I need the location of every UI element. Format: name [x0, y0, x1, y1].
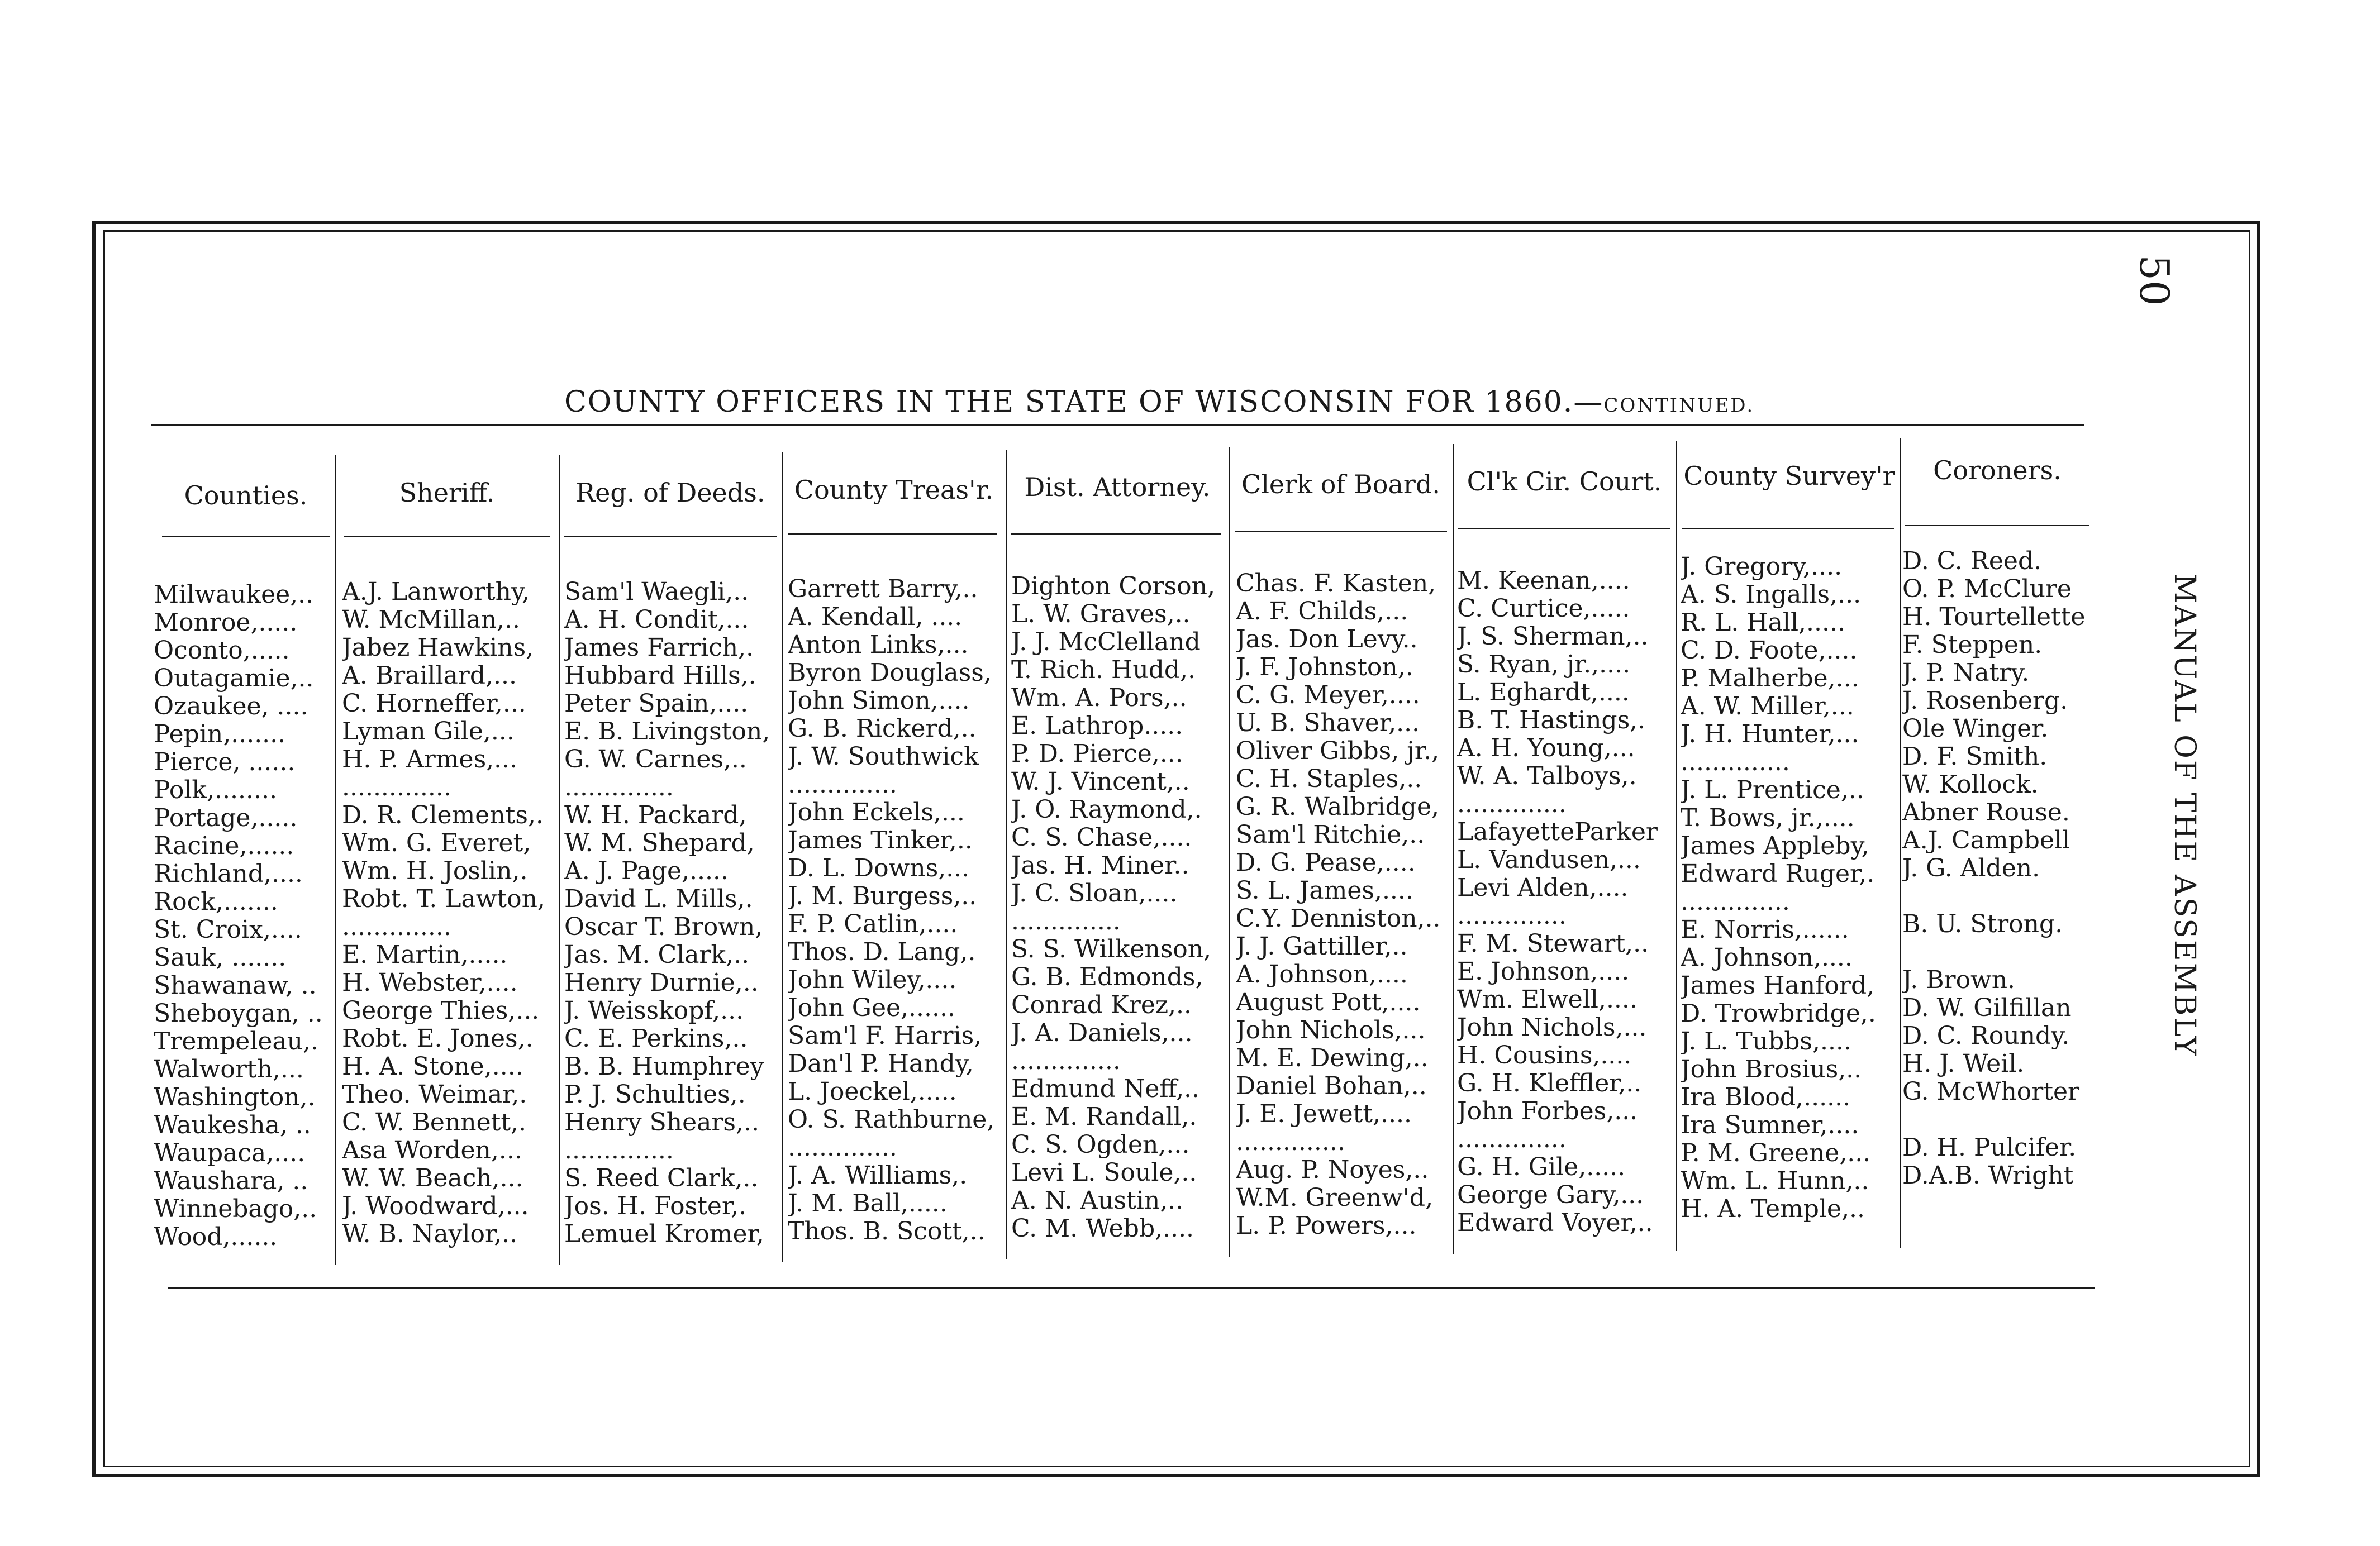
table-cell: Sheboygan, ..: [154, 1000, 323, 1028]
table-cell: J. F. Johnston,.: [1236, 653, 1413, 681]
column-divider: [559, 455, 560, 1265]
table-cell: ..............: [342, 774, 451, 801]
top-rule: [151, 424, 2084, 426]
table-cell: Waushara, ..: [154, 1167, 308, 1195]
table-cell: Byron Douglass,: [788, 659, 992, 687]
table-cell: [1902, 882, 2085, 910]
table-cell: Dighton Corson,: [1011, 572, 1215, 600]
table-cell: Waupaca,....: [154, 1139, 306, 1167]
header-underline: [788, 533, 997, 535]
header-underline: [344, 536, 550, 537]
table-cell: Walworth,...: [154, 1056, 304, 1084]
table-cell: M. E. Dewing,..: [1236, 1044, 1429, 1072]
table-cell: John Forbes,...: [1457, 1098, 1638, 1125]
table-cell: C.Y. Denniston,..: [1236, 905, 1441, 933]
column-county-surveyor: [1681, 553, 1876, 1223]
table-cell: Edmund Neff,..: [1011, 1075, 1200, 1103]
table-cell: James Tinker,..: [788, 827, 973, 855]
table-cell: A. H. Young,...: [1457, 734, 1635, 762]
table-cell: C. Horneffer,...: [342, 690, 526, 718]
table-cell: Edward Voyer,..: [1457, 1209, 1653, 1237]
table-cell: Sam'l Waegli,..: [564, 578, 749, 606]
table-cell: A. Johnson,....: [1681, 944, 1853, 972]
table-cell: J. J. McClelland: [1011, 628, 1201, 656]
table-cell: Lemuel Kromer,: [564, 1220, 764, 1248]
table-cell: Thos. B. Scott,..: [788, 1218, 986, 1246]
table-cell: D. W. Gilfillan: [1902, 994, 2072, 1022]
table-cell: [1902, 1190, 2085, 1218]
table-cell: J. A. Daniels,...: [1011, 1019, 1193, 1047]
table-cell: Portage,.....: [154, 804, 298, 832]
table-cell: H. A. Stone,....: [342, 1053, 523, 1081]
column-divider: [1006, 450, 1007, 1259]
table-cell: P. Malherbe,...: [1681, 665, 1859, 693]
header-counties: Counties.: [184, 480, 308, 510]
table-cell: D. F. Smith.: [1902, 743, 2048, 771]
table-cell: James Farrich,.: [564, 634, 754, 662]
table-cell: G. B. Rickerd,..: [788, 715, 977, 743]
table-cell: Jas. M. Clark,..: [564, 941, 750, 969]
table-cell: LafayetteParker: [1457, 818, 1658, 846]
table-cell: C. G. Meyer,....: [1236, 681, 1420, 709]
table-cell: C. H. Staples,..: [1236, 765, 1422, 793]
table-cell: Wm. Elwell,....: [1457, 986, 1638, 1014]
table-cell: L. P. Powers,...: [1236, 1212, 1417, 1240]
table-cell: C. W. Bennett,.: [342, 1109, 526, 1137]
table-cell: ..............: [788, 771, 897, 799]
table-cell: John Nichols,...: [1236, 1017, 1426, 1044]
table-cell: C. S. Ogden,...: [1011, 1131, 1190, 1159]
table-cell: G. H. Gile,.....: [1457, 1153, 1626, 1181]
table-cell: A. W. Miller,...: [1681, 693, 1854, 720]
table-cell: George Gary,...: [1457, 1181, 1644, 1209]
table-title-main: COUNTY OFFICERS IN THE STATE OF WISCONSIN FOR 1860.—: [564, 385, 1604, 419]
table-cell: Levi Alden,....: [1457, 874, 1629, 902]
running-head-text: MANUAL OF THE ASSEMBLY: [2168, 574, 2201, 1057]
table-cell: J. H. Hunter,...: [1681, 720, 1859, 748]
table-cell: Garrett Barry,..: [788, 575, 978, 603]
table-cell: J. Woodward,...: [342, 1192, 529, 1220]
table-cell: T. Bows, jr.,....: [1681, 804, 1855, 832]
table-cell: W. J. Vincent,..: [1011, 768, 1190, 796]
header-dist-attorney: Dist. Attorney.: [1024, 472, 1211, 502]
table-cell: J. Weisskopf,...: [564, 997, 744, 1025]
column-coroners: [1902, 547, 2085, 1218]
table-cell: Abner Rouse.: [1902, 799, 2070, 827]
table-cell: O. P. McClure: [1902, 575, 2072, 603]
table-cell: R. L. Hall,.....: [1681, 609, 1845, 637]
table-cell: John Eckels,...: [788, 799, 965, 827]
table-cell: Waukesha, ..: [154, 1111, 311, 1139]
table-cell: W. A. Talboys,.: [1457, 762, 1637, 790]
table-cell: D.A.B. Wright: [1902, 1162, 2074, 1190]
table-cell: James Appleby,: [1681, 832, 1869, 860]
table-cell: J. L. Tubbs,....: [1681, 1028, 1851, 1056]
table-cell: Outagamie,..: [154, 665, 314, 693]
table-cell: D. C. Reed.: [1902, 547, 2042, 575]
header-sheriff: Sheriff.: [399, 478, 495, 508]
table-cell: Oscar T. Brown,: [564, 913, 763, 941]
table-cell: W. W. Beach,...: [342, 1165, 523, 1192]
table-cell: W. Kollock.: [1902, 771, 2039, 799]
table-cell: Conrad Krez,..: [1011, 991, 1192, 1019]
table-cell: Robt. E. Jones,.: [342, 1025, 534, 1053]
running-head: [2157, 574, 2212, 1057]
table-cell: C. M. Webb,....: [1011, 1215, 1194, 1243]
table-cell: St. Croix,....: [154, 916, 302, 944]
table-cell: Edward Ruger,.: [1681, 860, 1875, 888]
table-cell: [564, 550, 770, 578]
table-cell: Henry Shears,..: [564, 1109, 759, 1137]
table-cell: Jas. H. Miner..: [1011, 852, 1189, 880]
table-cell: P. J. Schulties,.: [564, 1081, 746, 1109]
table-cell: Robt. T. Lawton,: [342, 885, 545, 913]
table-cell: A.J. Campbell: [1902, 827, 2070, 855]
table-cell: B. U. Strong.: [1902, 910, 2063, 938]
table-cell: Anton Links,...: [788, 631, 969, 659]
table-cell: H. P. Armes,...: [342, 746, 518, 774]
table-cell: Pierce, ......: [154, 748, 296, 776]
table-cell: Jas. Don Levy..: [1236, 626, 1418, 653]
table-cell: Sam'l Ritchie,..: [1236, 821, 1425, 849]
table-cell: D. L. Downs,...: [788, 855, 970, 882]
table-cell: ..............: [1457, 902, 1567, 930]
table-cell: H. A. Temple,..: [1681, 1195, 1865, 1223]
table-cell: [154, 553, 323, 581]
header-county-treasurer: County Treas'r.: [794, 475, 994, 505]
table-cell: August Pott,....: [1236, 989, 1421, 1017]
table-cell: Pepin,.......: [154, 720, 286, 748]
table-cell: James Hanford,: [1681, 972, 1875, 1000]
table-cell: G. McWhorter: [1902, 1078, 2080, 1106]
table-cell: ..............: [564, 774, 674, 801]
table-cell: S. Reed Clark,..: [564, 1165, 759, 1192]
column-sheriff: [342, 550, 545, 1248]
table-cell: Wm. G. Everet,: [342, 829, 531, 857]
table-cell: C. S. Chase,....: [1011, 824, 1192, 852]
table-cell: G. B. Edmonds,: [1011, 963, 1203, 991]
table-cell: Dan'l P. Handy,: [788, 1050, 974, 1078]
table-cell: L. Eghardt,....: [1457, 679, 1630, 707]
table-cell: J. S. Sherman,..: [1457, 623, 1649, 651]
table-cell: S. S. Wilkenson,: [1011, 936, 1212, 963]
table-cell: D. C. Roundy.: [1902, 1022, 2070, 1050]
table-cell: E. M. Randall,.: [1011, 1103, 1197, 1131]
header-underline: [162, 536, 330, 537]
table-cell: L. W. Graves,..: [1011, 600, 1191, 628]
table-cell: F. M. Stewart,..: [1457, 930, 1649, 958]
table-cell: Shawanaw, ..: [154, 972, 317, 1000]
table-cell: G. H. Kleffler,..: [1457, 1070, 1642, 1098]
column-clerk-cir-court: [1457, 539, 1658, 1237]
table-cell: A. F. Childs,...: [1236, 598, 1408, 626]
table-cell: P. M. Greene,...: [1681, 1139, 1871, 1167]
table-cell: J. M. Ball,.....: [788, 1190, 948, 1218]
table-cell: W.M. Greenw'd,: [1236, 1184, 1434, 1212]
table-cell: P. D. Pierce,...: [1011, 740, 1183, 768]
table-cell: George Thies,...: [342, 997, 540, 1025]
table-cell: H. Tourtellette: [1902, 603, 2086, 631]
header-underline: [564, 536, 777, 537]
table-cell: Richland,....: [154, 860, 303, 888]
table-cell: C. D. Foote,....: [1681, 637, 1858, 665]
header-underline: [1682, 528, 1894, 529]
column-dist-attorney: [1011, 545, 1215, 1243]
table-cell: L. Joeckel,.....: [788, 1078, 957, 1106]
table-cell: ..............: [1681, 888, 1790, 916]
table-cell: ..............: [1681, 748, 1790, 776]
column-divider: [1676, 441, 1677, 1251]
table-cell: ..............: [564, 1137, 674, 1165]
table-cell: J. Brown.: [1902, 966, 2016, 994]
table-cell: [788, 547, 994, 575]
table-cell: [1011, 545, 1215, 572]
table-cell: Wm. H. Joslin,.: [342, 857, 528, 885]
table-cell: Oconto,.....: [154, 637, 290, 665]
table-cell: J. L. Prentice,..: [1681, 776, 1864, 804]
table-cell: Oliver Gibbs, jr.,: [1236, 737, 1440, 765]
header-county-surveyor: County Survey'r: [1683, 461, 1895, 491]
table-cell: A. S. Ingalls,...: [1681, 581, 1862, 609]
table-cell: J. Gregory,....: [1681, 553, 1843, 581]
table-cell: [1457, 539, 1658, 567]
table-cell: A. Braillard,...: [342, 662, 517, 690]
table-cell: Polk,........: [154, 776, 277, 804]
table-cell: U. B. Shaver,...: [1236, 709, 1420, 737]
table-cell: Monroe,.....: [154, 609, 298, 637]
table-cell: Hubbard Hills,.: [564, 662, 756, 690]
table-cell: Wm. L. Hunn,..: [1681, 1167, 1869, 1195]
table-cell: Ozaukee, ....: [154, 693, 308, 720]
table-cell: T. Rich. Hudd,.: [1011, 656, 1196, 684]
column-reg-of-deeds: [564, 550, 770, 1248]
table-cell: Henry Durnie,..: [564, 969, 759, 997]
table-cell: S. Ryan, jr.,....: [1457, 651, 1631, 679]
table-cell: Ira Sumner,....: [1681, 1111, 1859, 1139]
table-cell: J. O. Raymond,.: [1011, 796, 1202, 824]
table-cell: J. E. Jewett,....: [1236, 1100, 1412, 1128]
column-divider: [782, 452, 783, 1262]
table-cell: John Simon,....: [788, 687, 970, 715]
table-cell: Sauk, .......: [154, 944, 287, 972]
table-cell: G. W. Carnes,..: [564, 746, 747, 774]
header-reg-of-deeds: Reg. of Deeds.: [575, 478, 765, 508]
table-cell: H. Cousins,....: [1457, 1042, 1632, 1070]
header-underline: [1458, 528, 1670, 529]
table-cell: Sam'l F. Harris,: [788, 1022, 982, 1050]
table-cell: ..............: [1457, 790, 1567, 818]
bottom-rule: [168, 1287, 2095, 1289]
table-cell: H. J. Weil.: [1902, 1050, 2025, 1078]
table-cell: Racine,......: [154, 832, 294, 860]
table-cell: [1902, 938, 2085, 966]
header-underline: [1011, 533, 1221, 535]
header-underline: [1235, 531, 1447, 532]
table-cell: E. Martin,.....: [342, 941, 508, 969]
table-cell: Trempeleau,.: [154, 1028, 319, 1056]
table-cell: Ole Winger.: [1902, 715, 2049, 743]
table-cell: Aug. P. Noyes,..: [1236, 1156, 1429, 1184]
table-cell: David L. Mills,.: [564, 885, 753, 913]
table-cell: E. B. Livingston,: [564, 718, 770, 746]
table-cell: J. M. Burgess,..: [788, 882, 977, 910]
table-cell: J. Rosenberg.: [1902, 687, 2068, 715]
table-cell: B. T. Hastings,.: [1457, 707, 1646, 734]
table-cell: F. P. Catlin,....: [788, 910, 958, 938]
table-cell: Winnebago,..: [154, 1195, 317, 1223]
table-cell: J. G. Alden.: [1902, 855, 2040, 882]
table-cell: J. W. Southwick: [788, 743, 979, 771]
table-cell: L. Vandusen,...: [1457, 846, 1641, 874]
table-cell: F. Steppen.: [1902, 631, 2043, 659]
table-cell: Theo. Weimar,.: [342, 1081, 527, 1109]
table-cell: W. M. Shepard,: [564, 829, 755, 857]
table-cell: J. C. Sloan,....: [1011, 880, 1178, 908]
table-cell: Wood,......: [154, 1223, 278, 1251]
table-cell: W. H. Packard,: [564, 801, 747, 829]
table-cell: Ira Blood,......: [1681, 1084, 1851, 1111]
column-divider: [1453, 444, 1454, 1254]
table-cell: C. Curtice,.....: [1457, 595, 1630, 623]
table-cell: [342, 550, 545, 578]
table-cell: John Gee,......: [788, 994, 955, 1022]
table-cell: J. J. Gattiller,..: [1236, 933, 1408, 961]
table-cell: H. Webster,....: [342, 969, 518, 997]
table-cell: Asa Worden,...: [342, 1137, 522, 1165]
table-cell: Jos. H. Foster,.: [564, 1192, 747, 1220]
table-cell: ..............: [1011, 1047, 1121, 1075]
table-cell: Jabez Hawkins,: [342, 634, 534, 662]
table-title-continued: CONTINUED.: [1603, 394, 1755, 417]
table-cell: ..............: [342, 913, 451, 941]
table-cell: ..............: [1236, 1128, 1345, 1156]
table-cell: M. Keenan,....: [1457, 567, 1630, 595]
table-cell: D. G. Pease,....: [1236, 849, 1416, 877]
table-cell: Milwaukee,..: [154, 581, 314, 609]
table-title: [564, 385, 1754, 419]
table-cell: John Brosius,..: [1681, 1056, 1862, 1084]
table-cell: W. B. Naylor,..: [342, 1220, 518, 1248]
table-cell: John Wiley,....: [788, 966, 957, 994]
table-cell: Rock,.......: [154, 888, 278, 916]
table-cell: [1236, 542, 1441, 570]
column-counties: [154, 553, 323, 1251]
table-cell: D. Trowbridge,.: [1681, 1000, 1876, 1028]
table-cell: Chas. F. Kasten,: [1236, 570, 1436, 598]
table-cell: A.J. Lanworthy,: [342, 578, 530, 606]
table-cell: C. E. Perkins,..: [564, 1025, 748, 1053]
table-cell: [1902, 1106, 2085, 1134]
header-underline: [1905, 525, 2089, 526]
table-cell: A. Johnson,....: [1236, 961, 1408, 989]
table-cell: A. J. Page,.....: [564, 857, 729, 885]
table-cell: A. Kendall, ....: [788, 603, 963, 631]
page-number-text: 50: [2130, 255, 2178, 306]
table-cell: Levi L. Soule,..: [1011, 1159, 1197, 1187]
table-cell: D. R. Clements,.: [342, 801, 544, 829]
table-cell: E. Lathrop.....: [1011, 712, 1183, 740]
table-cell: Wm. A. Pors,..: [1011, 684, 1187, 712]
table-cell: Lyman Gile,...: [342, 718, 515, 746]
table-cell: W. McMillan,..: [342, 606, 520, 634]
table-cell: G. R. Walbridge,: [1236, 793, 1439, 821]
table-cell: B. B. Humphrey: [564, 1053, 764, 1081]
header-clerk-of-board: Clerk of Board.: [1241, 469, 1440, 499]
header-coroners: Coroners.: [1933, 455, 2062, 485]
table-cell: Peter Spain,....: [564, 690, 749, 718]
table-cell: E. Norris,......: [1681, 916, 1849, 944]
page-number: [2130, 240, 2190, 306]
table-cell: ..............: [788, 1134, 897, 1162]
column-divider: [1900, 438, 1901, 1248]
table-cell: A. H. Condit,...: [564, 606, 749, 634]
table-cell: J. A. Williams,.: [788, 1162, 968, 1190]
column-divider: [335, 455, 336, 1265]
table-cell: ..............: [1457, 1125, 1567, 1153]
table-cell: John Nichols,...: [1457, 1014, 1647, 1042]
column-county-treasurer: [788, 547, 994, 1246]
table-cell: D. H. Pulcifer.: [1902, 1134, 2077, 1162]
table-cell: Thos. D. Lang,.: [788, 938, 976, 966]
table-cell: A. N. Austin,..: [1011, 1187, 1184, 1215]
column-divider: [1229, 447, 1230, 1257]
table-cell: Washington,.: [154, 1084, 316, 1111]
header-clerk-cir-court: Cl'k Cir. Court.: [1467, 466, 1662, 497]
table-cell: E. Johnson,....: [1457, 958, 1630, 986]
table-cell: ..............: [1011, 908, 1121, 936]
table-cell: J. P. Natry.: [1902, 659, 2030, 687]
table-cell: O. S. Rathburne,: [788, 1106, 995, 1134]
column-clerk-of-board: [1236, 542, 1441, 1240]
table-cell: Daniel Bohan,..: [1236, 1072, 1427, 1100]
table-cell: S. L. James,....: [1236, 877, 1413, 905]
